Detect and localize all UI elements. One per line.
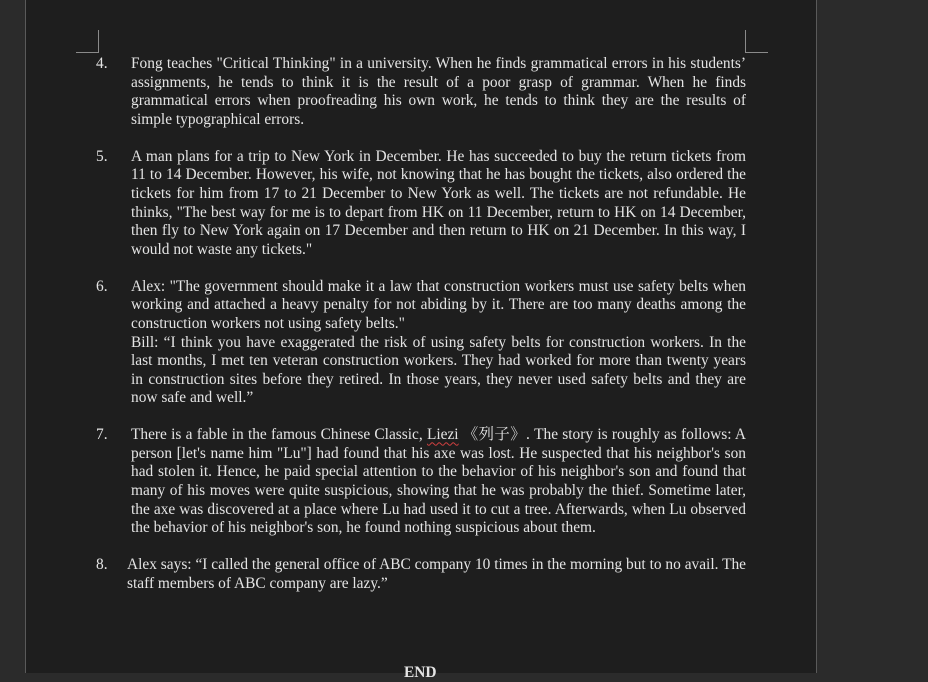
question-4 — [96, 55, 746, 129]
paragraph-bill: Bill: “I think you have exaggerated the risk of using safety belts for construction workers. In the last months, I met ten veteran construction workers. They had worked for more than twenty years in construction sites before they retired. In those years, they never used safety belts and they are now safe and well.” — [131, 333, 746, 407]
question-6 — [96, 278, 746, 408]
question-number: 4. — [96, 55, 108, 72]
paragraph: A man plans for a trip to New York in December. He has succeeded to buy the return tickets from 11 to 14 December. However, his wife, not knowing that he has bought the tickets, also ordered the tickets for him from 17 to 21 December to New York as well. The tickets are not refundable. He thinks, "The best way for me is to depart from HK on 11 December, return to HK on 14 December, then fly to New York again on 17 December and then return to HK on 21 December. In this way, I would not waste any tickets." — [131, 147, 746, 258]
paragraph — [131, 426, 746, 538]
question-number: 6. — [96, 277, 108, 295]
question-number: 5. — [96, 147, 108, 165]
document-page — [25, 0, 817, 681]
question-number: 7. — [96, 426, 108, 444]
intro-text: There is a fable in the famous Chinese Classic, — [131, 426, 427, 444]
end-marker: END — [404, 664, 437, 681]
question-list — [96, 55, 746, 612]
paragraph-alex: Alex: "The government should make it a law that construction workers must use safety belts when working and attached a heavy penalty for not abiding by it. There are too many deaths among the construction workers not using safety belts." — [131, 277, 746, 332]
crop-mark-top-left — [76, 30, 99, 53]
question-8 — [96, 556, 746, 593]
story-text: . The story is roughly as follows: A person [let's name him "Lu"] had found that his axe was lost. He suspected that his neighbor's son had stolen it. Hence, he paid special attention to the behavior of his neighbor's son and found that many of his moves were quite suspicious, showing that he was probably the thief. Sometime later, the axe was discovered at a place where Lu had used it to cut a tree. Afterwards, when Lu observed the behavior of his neighbor's son, he found nothing suspicious about them. — [131, 426, 746, 537]
question-text — [131, 148, 746, 260]
paragraph: Fong teaches "Critical Thinking" in a university. When he finds grammatical errors in his students’ assignments, he tends to think it is the result of a poor grasp of grammar. When he finds grammatical errors when proofreading his own work, he tends to think they are the results of simple typographical errors. — [131, 55, 746, 128]
paragraph: Alex says: “I called the general office of ABC company 10 times in the morning but to no avail. The staff members of ABC company are lazy.” — [127, 556, 746, 592]
question-number: 8. — [96, 556, 108, 574]
question-text — [131, 278, 746, 408]
question-5 — [96, 148, 746, 260]
crop-mark-top-right — [745, 30, 768, 53]
question-text — [131, 426, 746, 538]
chinese-title: 《列子》 — [458, 426, 527, 444]
spellcheck-word-liezi[interactable]: Liezi — [426, 426, 459, 444]
question-7 — [96, 426, 746, 538]
question-text — [127, 556, 746, 593]
question-text — [131, 55, 746, 129]
